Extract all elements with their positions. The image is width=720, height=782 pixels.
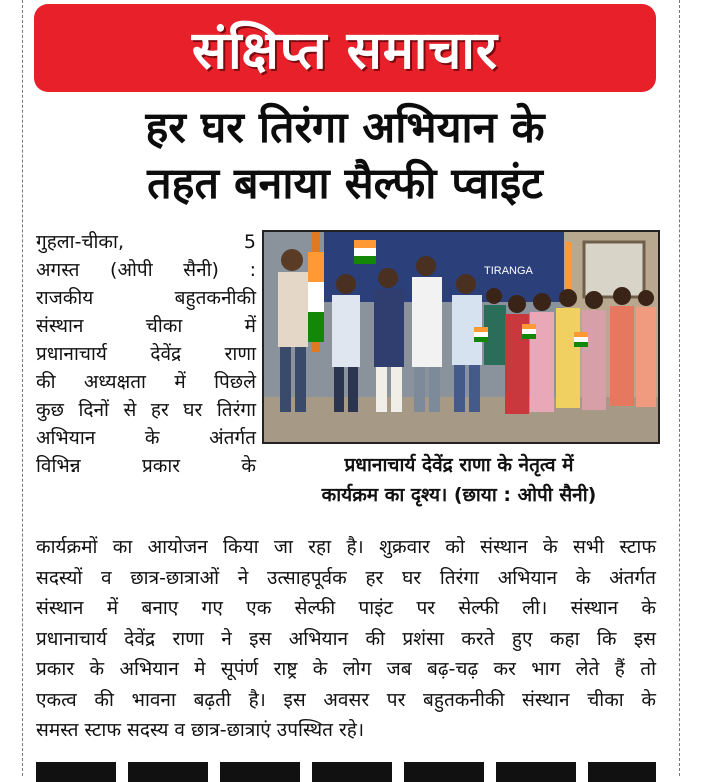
caption-line-1: प्रधानाचार्य देवेंद्र राणा के नेतृत्व में [344,454,574,476]
body-line: प्रधानाचार्य देवेंद्र राणा ने इस अभियान की प्रशंसा करते हुए कहा कि इस [36,627,656,650]
body-line: सदस्यों व छात्र-छात्राओं ने उत्साहपूर्वक हर घर तिरंगा अभियान के अंतर्गत [36,566,656,589]
intro-line: गुहला-चीका, 5 [36,231,256,253]
intro-line: अगस्त (ओपी सैनी) : [36,259,256,281]
body-line: कार्यक्रमों का आयोजन किया जा रहा है। शुक्रवार को संस्थान के सभी स्टाफ [36,536,656,558]
body-line: एकत्व की भावना बढ़ती है। इस अवसर पर बहुतकनीकी संस्थान चीका के [36,688,656,711]
section-title: संक्षिप्त समाचार [191,20,499,81]
page-border-left [22,0,23,776]
photo-banner-text: TIRANGA [484,265,533,277]
intro-line: अभियान के अंतर्गत [36,427,256,449]
section-banner [34,4,656,92]
intro-line: प्रधानाचार्य देवेंद्र राणा [36,343,256,365]
page-border-right [679,0,680,776]
intro-line: की अध्यक्षता में पिछले [36,371,256,393]
headline-line-1: हर घर तिरंगा अभियान के [145,103,545,153]
article-headline [34,100,656,212]
intro-line: राजकीय बहुतकनीकी [36,287,256,309]
intro-line: संस्थान चीका में [36,315,256,337]
group-photo-illustration [264,232,658,442]
body-line: समस्त स्टाफ सदस्य व छात्र-छात्राएं उपस्थित रहे। [36,719,365,741]
body-line: प्रकार के अभियान मे सूपंर्ण राष्ट्र के लोग जब बढ़-चढ़ कर भाग लेते हैं तो [36,658,656,680]
photo-caption [262,450,656,510]
next-article-headline-cutoff [36,762,656,782]
intro-line: कुछ दिनों से हर घर तिरंगा [36,399,256,421]
intro-line: विभिन्न प्रकार के [36,455,256,477]
article-photo [262,230,660,444]
article-body [36,532,656,746]
headline-line-2: तहत बनाया सैल्फी प्वाइंट [147,159,543,209]
body-line: संस्थान में बनाए गए एक सेल्फी पाइंट पर सेल्फी ली। संस्थान के [36,597,656,619]
caption-line-2: कार्यक्रम का दृश्य। (छाया : ओपी सैनी) [321,484,597,506]
article-intro-column [36,228,256,480]
